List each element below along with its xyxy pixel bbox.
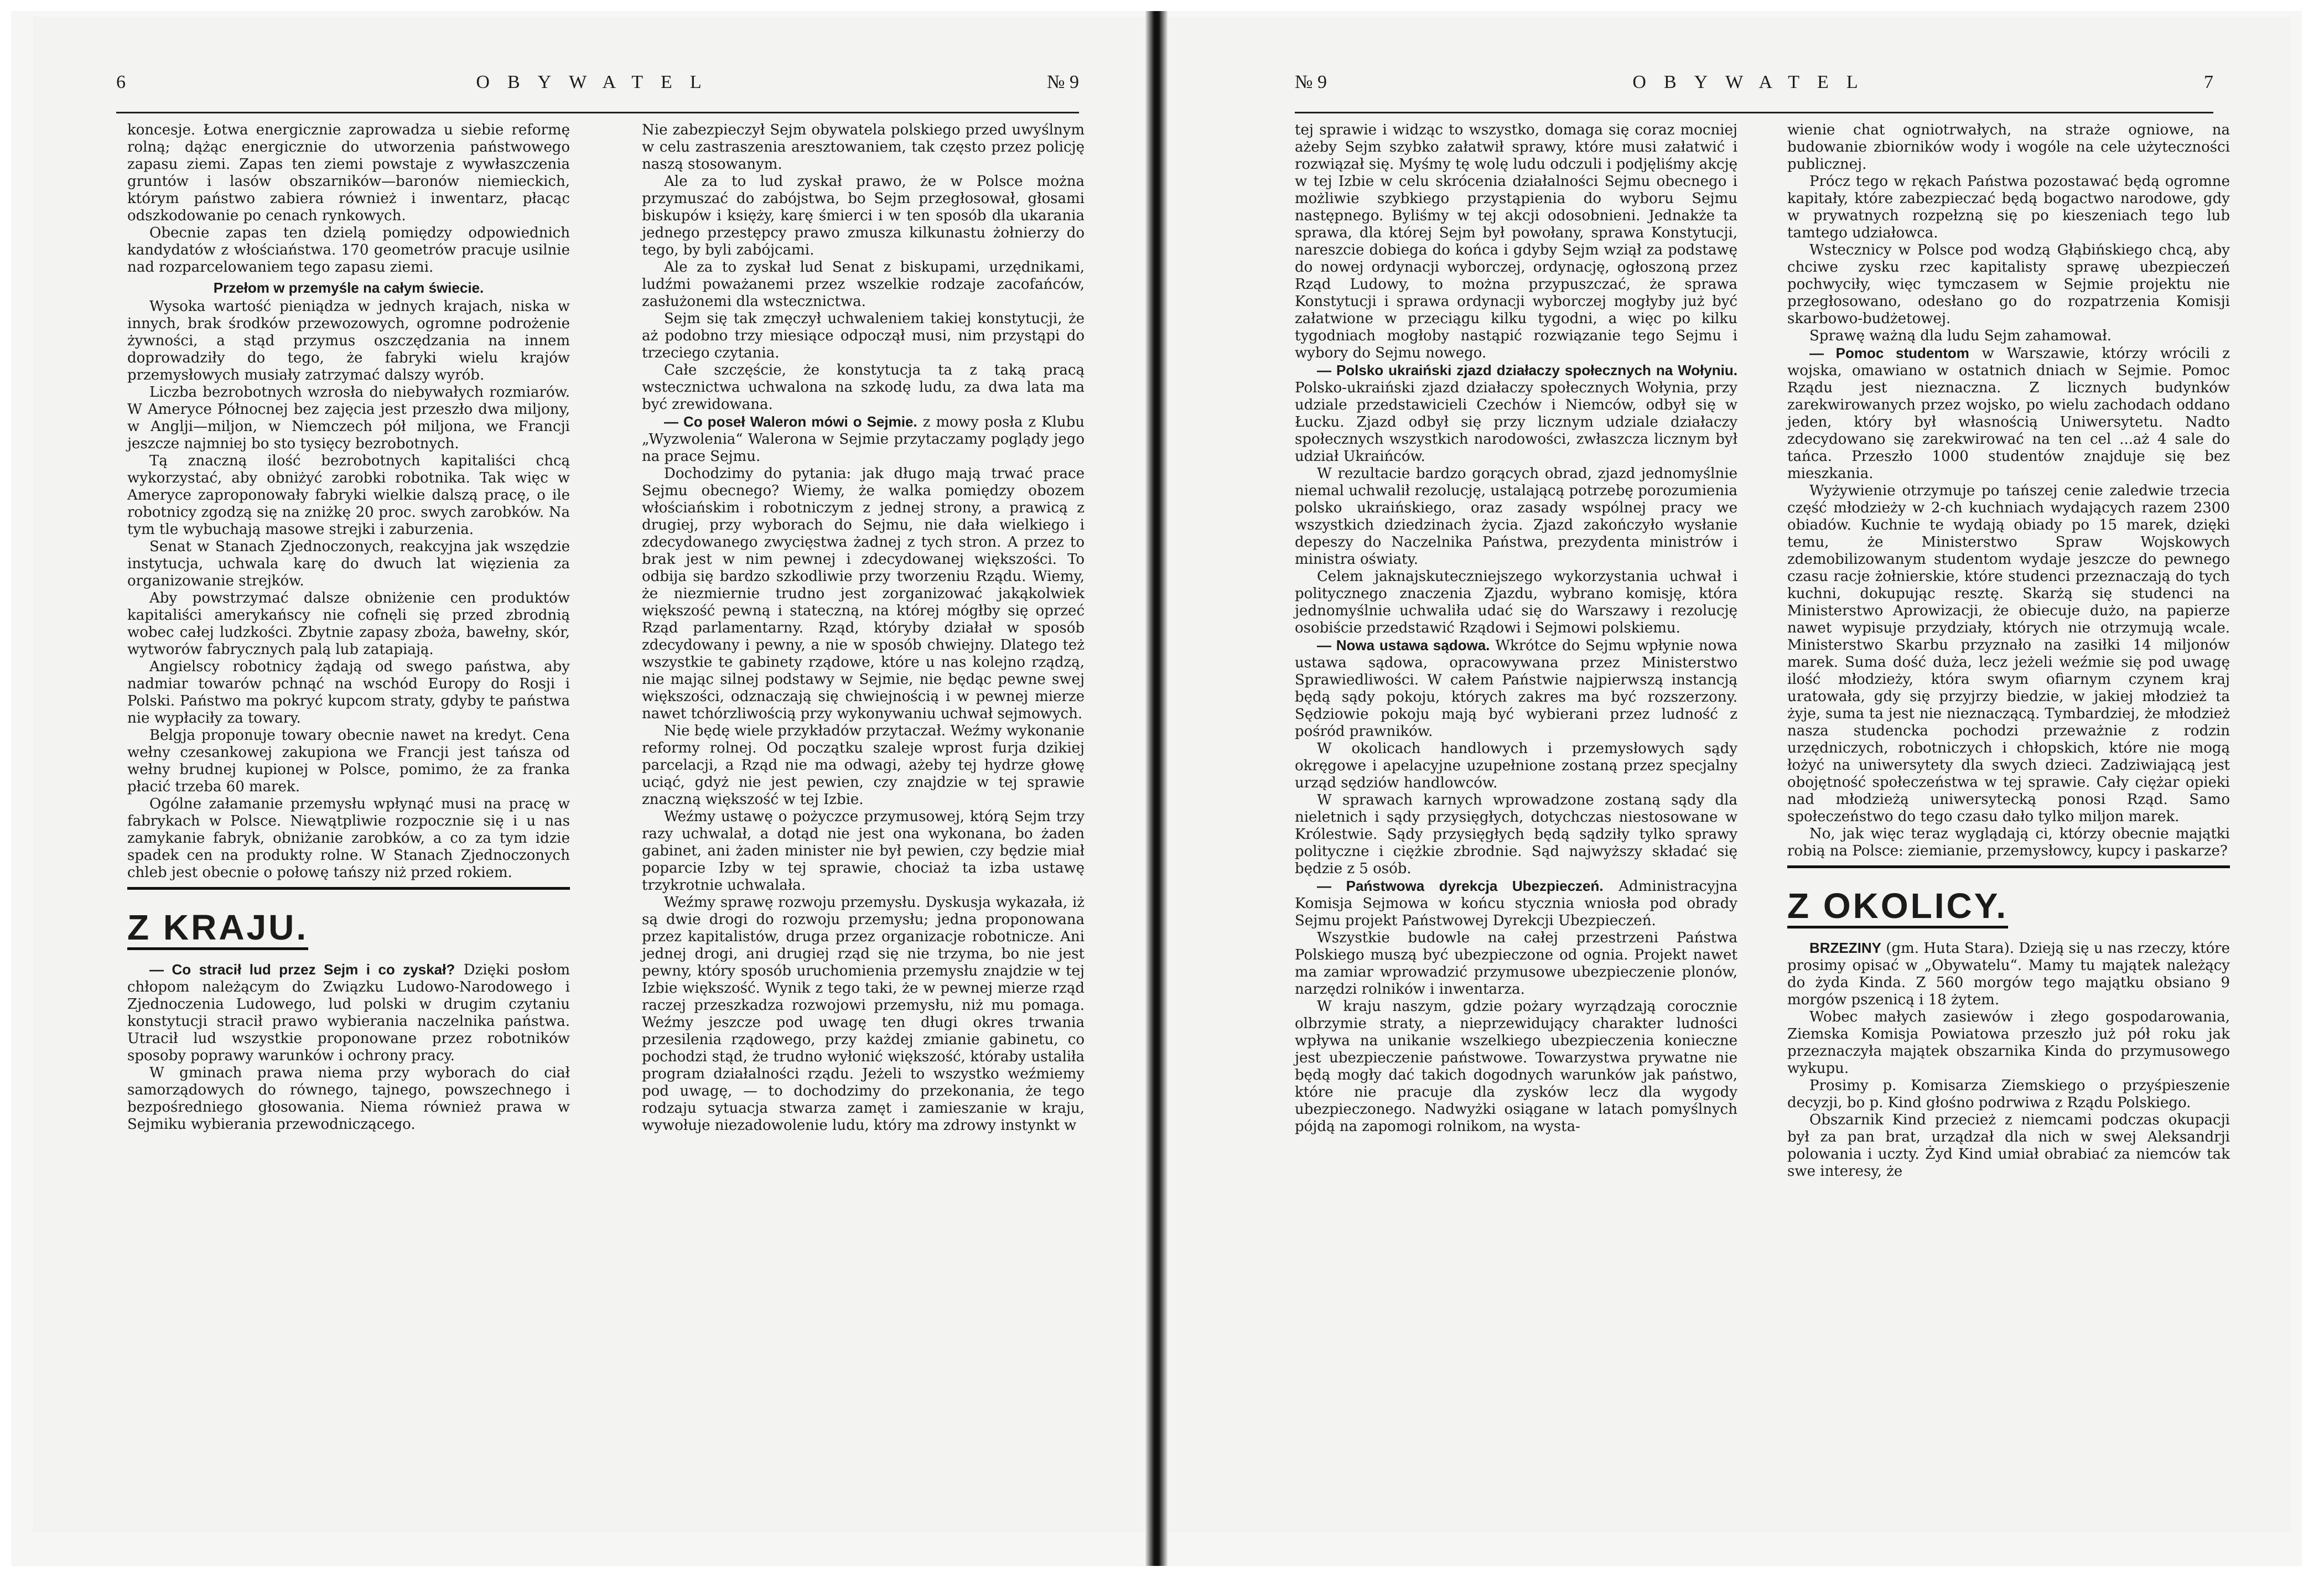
paragraph: [1787, 940, 2230, 1009]
paragraph-text: Weźmy sprawę rozwoju przemysłu. Dyskusja wykazała, iż są dwie drogi do rozwoju przemysłu; jedna proponowana przez kapitalistów, druga przez organizacje robotnicze. Ani jednej drogi, ani drugiej rząd się nie trzyma, bo nie jest pewny, który sposób uruchomienia przemysłu znajdzie w tej Izbie większość. Wynik z tego taki, że w pewnej mierze rząd raczej przeszkadza rozwojowi przemysłu, niż mu pomaga. Weźmy jeszcze pod uwagę ten długi okres trwania przesilenia rządowego, przy każdej zmianie gabinetu, co pochodzi stąd, że trudno wyłonić większość, któraby ustaliła program działalności rządu. Jeżeli to wszystko weźmiemy pod uwagę, — to dochodzimy do przekonania, że tego rodzaju sytuacja stwarza zamęt i zamieszanie w kraju, wywołuje niezadowolenie ludu, który ma zdrowy instynkt w: [642, 894, 1085, 1134]
paragraph: [642, 723, 1085, 808]
paragraph-text: koncesje. Łotwa energicznie zaprowadza u siebie reformę rolną; dążąc energicznie do utworzenia państwowego zapasu ziemi. Zapas ten ziemi powstaje z wywłaszczenia gruntów i lasów obszarników—baronów niemieckich, którym państwo zabiera również i inwentarz, płacąc odszkodowanie po cenach rynkowych.: [127, 122, 570, 224]
paragraph-text: Angielscy robotnicy żądają od swego państwa, aby nadmiar towarów pchnąć na wschód Europy do Rosji i Polski. Państwo ma pokryć kupcom straty, gdyby te państwa nie wypłaciły za towary.: [127, 658, 570, 727]
paragraph-text: Aby powstrzymać dalsze obniżenie cen produktów kapitaliści amerykańscy nie cofnęli się przed zbrodnią wobec całej ludzkości. Zbytnie zapasy zboża, bawełny, skór, wytworów fabrycznych palą lub zatapiają.: [127, 590, 570, 658]
paragraph: [1787, 173, 2230, 242]
article-run-in-heading: — Polsko ukraiński zjazd działaczy społecznych na Wołyniu.: [1317, 362, 1737, 378]
paragraph-text: Nie zabezpieczył Sejm obywatela polskiego przed uwyślnym w celu zastraszenia aresztowaniem, tak często przez policję naszą stosowanym.: [642, 122, 1085, 173]
paragraph: [127, 590, 570, 658]
paragraph: [1295, 878, 1737, 930]
section-heading: Z OKOLICY.: [1787, 886, 2008, 928]
paragraph: [127, 298, 570, 384]
text-column-left-2: [642, 122, 1085, 1134]
paragraph: [1295, 637, 1737, 740]
paragraph-text: Ogólne załamanie przemysłu wpłynąć musi na pracę w fabrykach w Polsce. Niewątpliwie rozpocznie się i u nas zamykanie fabryk, obniżanie zarobków, a co za tym idzie spadek cen na produkty rolne. W Stanach Zjednoczonych chleb jest obecnie o połowę tańszy niż przed rokiem.: [127, 796, 570, 881]
paragraph-text: Wszystkie budowle na całej przestrzeni Państwa Polskiego muszą być ubezpieczone od ognia. Projekt nawet ma zamiar wprowadzić przymusowe ubezpieczenie plonów, narzędzi rolników i inwentarza.: [1295, 930, 1737, 998]
paragraph: [1787, 328, 2230, 345]
paragraph: [642, 259, 1085, 310]
right-page: [1168, 17, 2291, 1533]
article-heading-text: Przełom w przemyśle na całym świecie.: [213, 279, 484, 296]
paragraph: [1295, 362, 1737, 465]
paragraph-text: z mowy posła z Klubu „Wyzwolenia“ Walerona w Sejmie przytaczamy poglądy jego na prace Sejmu.: [642, 414, 1085, 465]
paragraph: [642, 465, 1085, 723]
paragraph: [642, 413, 1085, 465]
paragraph-text: Wobec małych zasiewów i złego gospodarowania, Ziemska Komisja Powiatowa przeszło już pół roku jak przeznaczyła majątek obszarnika Kinda do przymusowego wykupu.: [1787, 1009, 2230, 1077]
article-run-in-heading: — Państwowa dyrekcja Ubezpieczeń.: [1317, 878, 1604, 894]
paragraph-text: Wkrótce do Sejmu wpłynie nowa ustawa sądowa, opracowywana przez Ministerstwo Sprawiedliwości. W całem Państwie najpierwszą instancją będą sądy pokoju, których zakres ma być rozszerzony. Sędziowie pokoju mają być wybierani przez ludność z pośród prawników.: [1295, 637, 1738, 740]
article-run-in-heading: — Co stracił lud przez Sejm i co zyskał?: [149, 961, 455, 978]
issue-number: № 9: [1047, 72, 1079, 92]
paragraph: [127, 1065, 570, 1133]
paragraph: [642, 362, 1085, 413]
paragraph-text: Tą znaczną ilość bezrobotnych kapitaliści chcą wykorzystać, aby obniżyć zarobki robotnika. Tak więc w Ameryce zaproponowały fabryki wielkie dalszą pracę, o ile robotnicy zgodzą się na zniżkę 20 proc. swych zarobków. Na tym tle wybuchają masowe strejki i zaburzenia.: [127, 453, 570, 538]
paragraph: [1787, 483, 2230, 826]
paragraph-text: No, jak więc teraz wyglądają ci, którzy obecnie majątki robią na Polsce: ziemianie, przemysłowcy, kupcy i paskarze?: [1787, 826, 2230, 859]
paragraph-text: Nie będę wiele przykładów przytaczał. Weźmy wykonanie reformy rolnej. Od początku szaleje wprost furja dzikiej parcelacji, a Rząd nie ma odwagi, ażeby tej hydrze głowę uciąć, gdyż nie jest pewien, czy znajdzie w tej sprawie znaczną większość w tej Izbie.: [642, 723, 1085, 808]
paragraph: [1295, 740, 1737, 792]
paragraph-text: Obszarnik Kind przecież z niemcami podczas okupacji był za pan brat, urządzał dla nich w swej Aleksandrji polowania i uczty. Żyd Kind umiał obrabiać za niemców tak swe interesy, że: [1787, 1112, 2230, 1180]
paragraph-text: Całe szczęście, że konstytucja ta z taką pracą wstecznictwa uchwalona na szkodę ludu, za dwa lata ma być zrewidowana.: [642, 362, 1085, 413]
masthead: OBYWATEL: [1632, 72, 1876, 92]
paragraph-text: Liczba bezrobotnych wzrosła do niebywałych rozmiarów. W Ameryce Północnej bez zajęcia jest przeszło dwa miljony, w Anglji—miljon, w Niemczech pół miljona, we Francji jeszcze najmniej bo sto tysięcy bezrobotnych.: [127, 384, 570, 452]
paragraph-text: Wysoka wartość pieniądza w jednych krajach, niska w innych, brak środków przewozowych, ogromne podrożenie żywności, a stąd przymus oszczędzania na innem doprowadziły do tego, że fabryki wielu krajów przemysłowych musiały zatrzymać dalszy wyrób.: [127, 298, 570, 383]
paragraph: [642, 122, 1085, 173]
paragraph-text: Sprawę ważną dla ludu Sejm zahamował.: [1809, 328, 2112, 344]
paragraph-text: (gm. Huta Stara). Dzieją się u nas rzeczy, które prosimy opisać w „Obywatelu“. Mamy tu majątek należący do żyda Kinda. Z 560 morgów tego majątku obsiano 9 morgów pszenicą i 18 żytem.: [1787, 940, 2230, 1008]
header-rule: [1295, 112, 2213, 113]
paragraph-text: w Warszawie, którzy wrócili z wojska, omawiano w ostatnich dniach w Sejmie. Pomoc Rządu jest nieznaczna. Z licznych budynków zarekwirowanych przez wojsko, po wielu zachodach oddano jeden, który był własnością Uniwersytetu. Nadto zdecydowano się zarekwirować na ten cel ...aż 4 sale do tańca. Przeszło 1000 studentów znajduje się bez mieszkania.: [1787, 345, 2230, 482]
paragraph-text: Prosimy p. Komisarza Ziemskiego o przyśpieszenie decyzji, bo p. Kind głośno podrwiwa z Rządu Polskiego.: [1787, 1077, 2230, 1111]
paragraph: [1787, 826, 2230, 860]
paragraph: [127, 225, 570, 276]
section-rule: [127, 887, 570, 890]
paragraph-text: Administracyjna Komisja Sejmowa w końcu stycznia wniosła pod obrady Sejmu projekt Państwowej Dyrekcji Ubezpieczeń.: [1295, 878, 1737, 929]
article-run-in-heading: — Pomoc studentom: [1809, 345, 1969, 361]
paragraph: [127, 727, 570, 796]
paragraph: [127, 658, 570, 727]
paragraph: [1787, 345, 2230, 483]
paragraph: [642, 894, 1085, 1134]
paragraph-text: Senat w Stanach Zjednoczonych, reakcyjna jak wszędzie instytucja, uchwala karę do dwuch lat więzienia za organizowanie strejków.: [127, 538, 570, 589]
paragraph: [1295, 465, 1737, 568]
paragraph: [1787, 242, 2230, 328]
paragraph: [1295, 998, 1737, 1135]
paragraph: [1787, 122, 2230, 173]
paragraph-text: W gminach prawa niema przy wyborach do ciał samorządowych do równego, tajnego, powszechnego i bezpośredniego głosowania. Niema również prawa w Sejmiku wybierania przewodniczącego.: [127, 1065, 570, 1133]
article-run-in-heading: — Co poseł Waleron mówi o Sejmie.: [664, 413, 917, 430]
paragraph-text: Prócz tego w rękach Państwa pozostawać będą ogromne kapitały, które zabezpieczać będą bogactwo narodowe, gdy w prywatnych rozpełzną się po kieszeniach tego lub tamtego udziałowca.: [1787, 173, 2230, 241]
paragraph: [1295, 792, 1737, 878]
header-rule: [116, 112, 1079, 113]
paragraph: [127, 796, 570, 881]
left-page-header: [116, 72, 1079, 105]
book-gutter: [1145, 11, 1168, 1566]
paragraph-text: Sejm się tak zmęczył uchwaleniem takiej konstytucji, że aż podobno trzy miesiące odpoczął musi, nim przystąpi do trzeciego czytania.: [642, 310, 1085, 361]
paragraph-text: Celem jaknajskuteczniejszego wykorzystania uchwał i politycznego znaczenia Zjazdu, wybrano komisję, która jednomyślnie uchwaliła udać się do Warszawy i rezolucję osobiście przedstawić Rządowi i Sejmowi polskiemu.: [1295, 568, 1737, 636]
paragraph-text: W sprawach karnych wprowadzone zostaną sądy dla nieletnich i sądy przysięgłych, dotychczas niestosowane w Królestwie. Sądy przysięgłych będą sądziły tylko sprawy polityczne i ciężkie zbrodnie. Sąd najwyższy składać się będzie z 5 osób.: [1295, 792, 1737, 877]
paragraph: [127, 384, 570, 453]
paragraph: [127, 453, 570, 538]
paragraph: [642, 310, 1085, 362]
paragraph-text: Ale za to zyskał lud Senat z biskupami, urzędnikami, ludźmi poważanemi przez wszelkie rodzaje zacofańców, zasłużonemi dla wstecznictwa.: [642, 259, 1085, 310]
paragraph-text: Weźmy ustawę o pożyczce przymusowej, którą Sejm trzy razy uchwalał, a dotąd nie jest ona wykonana, bo żaden gabinet, ani żaden minister nie był pewien, czy będzie miał poparcie Izby w tej sprawie, chociaż ta izba ustawę trzykrotnie uchwalała.: [642, 808, 1085, 894]
paragraph-text: Dochodzimy do pytania: jak długo mają trwać prace Sejmu obecnego? Wiemy, że walka pomiędzy obozem włościańskim i robotniczym z jednej strony, a prawicą z drugiej, przy wyborach do Sejmu, nie dała wielkiego i zdecydowanego zwycięstwa żadnej z tych stron. A przez to brak jest w nim pewnej i zdecydowanej większości. To odbija się bardzo szkodliwie przy tworzeniu Rządu. Wiemy, że niezmiernie trudno jest zorganizować jakąkolwiek większość pewną i stateczną, na której mógłby się oprzeć Rząd parlamentarny. Rząd, któryby działał w sposób zdecydowany i pewny, a nie w sposób chwiejny. Dlatego też wszystkie te gabinety rządowe, które u nas kolejno rządzą, nie mając silnej podstawy w Sejmie, nie będąc pewne swej większości, odznaczają się chwiejnością i w pewnej mierze nawet tchórzliwością przy wykonywaniu uchwał sejmowych.: [642, 465, 1085, 722]
paragraph: [1295, 122, 1737, 362]
paragraph: [127, 538, 570, 590]
right-page-header: [1295, 72, 2213, 105]
paragraph: [1787, 1077, 2230, 1112]
paragraph: [1295, 930, 1737, 998]
paragraph-text: Ale za to lud zyskał prawo, że w Polsce można przymuszać do zabójstwa, bo Sejm przegłosował, głosami biskupów i księży, karę śmierci i w ten sposób dla ukarania jednego przestępcy prawo zmusza kilkunastu żołnierzy do tego, by byli zabójcami.: [642, 173, 1085, 258]
paragraph: [642, 173, 1085, 259]
paragraph-text: Polsko-ukraiński zjazd działaczy społecznych Wołynia, przy udziale przedstawicieli Czechów i Niemców, odbył się w Łucku. Zjazd odbył się przy licznym udziale działaczy społecznych wszystkich narodowości, zwłaszcza licznym był udział Ukraińców.: [1295, 380, 1737, 465]
paragraph-text: tej sprawie i widząc to wszystko, domaga się coraz mocniej ażeby Sejm szybko załatwił sprawy, które musi załatwić i rozwiązał się. Myśmy tę wolę ludu odczuli i podjęliśmy akcję w tej Izbie w celu skrócenia działalności Sejmu obecnego i możliwie szybkiego przystąpienia do wyboru Sejmu następnego. Byliśmy w tej akcji odosobnieni. Jednakże ta sprawa, dla której Sejm był powołany, sprawa Konstytucji, nareszcie dobiega do końca i gdyby Sejm wziął za podstawę do nowej ordynacji wyborczej, ordynację, ogłoszoną przez Rząd Ludowy, to można przypuszczać, że sprawa Konstytucji i sprawa ordynacji wyborczej mogłyby już być załatwione w przeciągu kilku tygodni, a więc po kilku tygodniach mogłoby nastąpić rozwiązanie tego Sejmu i wybory do Sejmu nowego.: [1295, 122, 1737, 361]
issue-number: № 9: [1295, 72, 1327, 92]
section-rule: [1787, 865, 2230, 868]
paragraph-text: W okolicach handlowych i przemysłowych sądy okręgowe i apelacyjne uzupełnione zostaną przez specjalny urząd sędziów handlowców.: [1295, 740, 1737, 791]
article-run-in-heading: BRZEZINY: [1809, 940, 1881, 956]
article-heading: [127, 279, 570, 297]
paragraph: [1787, 1112, 2230, 1180]
masthead: OBYWATEL: [476, 72, 719, 92]
paragraph: [1787, 1009, 2230, 1077]
paragraph-text: Wyżywienie otrzymuje po tańszej cenie zaledwie trzecia część młodzieży w 2-ch kuchniach wydających razem 2300 obiadów. Kuchnie te wydają obiady po 15 marek, dzięki temu, że Ministerstwo Spraw Wojskowych zdemobilizowanym studentom wydaje jeszcze do pewnego czasu racje żołnierskie, które studenci przeznaczają do tych kuchni, dokupując resztę. Skarżą się studenci na Ministerstwo Aprowizacji, że obiecuje dużo, na papierze nawet wypisuje przydziały, których nie otrzymują wcale. Ministerstwo Skarbu przyznało na zasiłki 14 miljonów marek. Suma dość duża, lecz jeżeli weźmie się pod uwagę ilość młodzieży, która swym ofiarnym czynem kraj uratowała, gdy się przyjrzy biedzie, w jakiej młodzież ta żyje, suma ta jest nie nieznaczącą. Tymbardziej, że młodzież nasza studencka pochodzi przeważnie z rodzin urzędniczych, robotniczych i chłopskich, które nie mogą łożyć na uniwersytety dla swych dzieci. Zadziwiającą jest obojętność społeczeństwa w tej sprawie. Cały ciężar opieki nad młodzieżą uniwersytecką ponosi Rząd. Samo społeczeństwo do tego czasu dało tylko miljon marek.: [1787, 483, 2230, 825]
text-column-right-1: [1295, 122, 1737, 1135]
text-column-left-1: [127, 122, 570, 1133]
section-heading: Z KRAJU.: [127, 907, 308, 950]
paragraph-text: Dzięki posłom chłopom należącym do Związku Ludowo-Narodowego i Zjednoczenia Ludowego, lud polski w drugim czytaniu konstytucji stracił prawo wybierania naczelnika państwa. Utracił lud wszystkie proponowane przez robotników sposoby poprawy warunków i ochrony pracy.: [127, 962, 570, 1064]
paragraph: [127, 961, 570, 1065]
paragraph-text: Wstecznicy w Polsce pod wodzą Głąbińskiego chcą, aby chciwe zysku rzec kapitalisty sprawę ubezpieczeń pochwyciły, więc tymczasem w Sejmie projektu nie przegłosowano, odesłano go do rozpatrzenia Komisji skarbowo-budżetowej.: [1787, 242, 2230, 327]
paragraph: [127, 122, 570, 225]
page-number: 6: [116, 72, 126, 92]
article-run-in-heading: — Nowa ustawa sądowa.: [1317, 637, 1490, 653]
paragraph-text: W kraju naszym, gdzie pożary wyrządzają corocznie olbrzymie straty, a nieprzewidujący charakter ludności wpływa na unikanie wszelkiego ubezpieczenia konieczne jest ubezpieczenie państwowe. Towarzystwa prywatne nie będą mogły dać takich dogodnych warunków jak państwo, które nie pracuje dla zysków lecz dla wygody ubezpieczonego. Nadwyżki osiągane w latach pomyślnych pójdą na zapomogi rolnikom, na wysta-: [1295, 998, 1737, 1135]
paragraph: [642, 808, 1085, 894]
page-number: 7: [2204, 72, 2213, 92]
paragraph-text: wienie chat ogniotrwałych, na straże ogniowe, na budowanie zbiorników wody i wogóle na cele użyteczności publicznej.: [1787, 122, 2230, 173]
left-page: [33, 17, 1145, 1533]
paragraph-text: W rezultacie bardzo gorących obrad, zjazd jednomyślnie niemal uchwalił rezolucję, ustalającą potrzebę porozumienia polsko ukraińskiego, oraz zasady wspólnej pracy we wszystkich dziedzinach życia. Zjazd zakończyło wysłanie depeszy do Naczelnika Państwa, prezydenta ministrów i ministra oświaty.: [1295, 465, 1737, 568]
paragraph-text: Belgja proponuje towary obecnie nawet na kredyt. Cena wełny czesankowej zakupiona we Francji jest tańsza od wełny brudnej kupionej w Polsce, pomimo, że za franka płacić trzeba 60 marek.: [127, 727, 570, 795]
paragraph: [1295, 568, 1737, 637]
paragraph-text: Obecnie zapas ten dzielą pomiędzy odpowiednich kandydatów z włościaństwa. 170 geometrów pracuje usilnie nad rozparcelowaniem tego zapasu ziemi.: [127, 225, 570, 276]
text-column-right-2: [1787, 122, 2230, 1180]
